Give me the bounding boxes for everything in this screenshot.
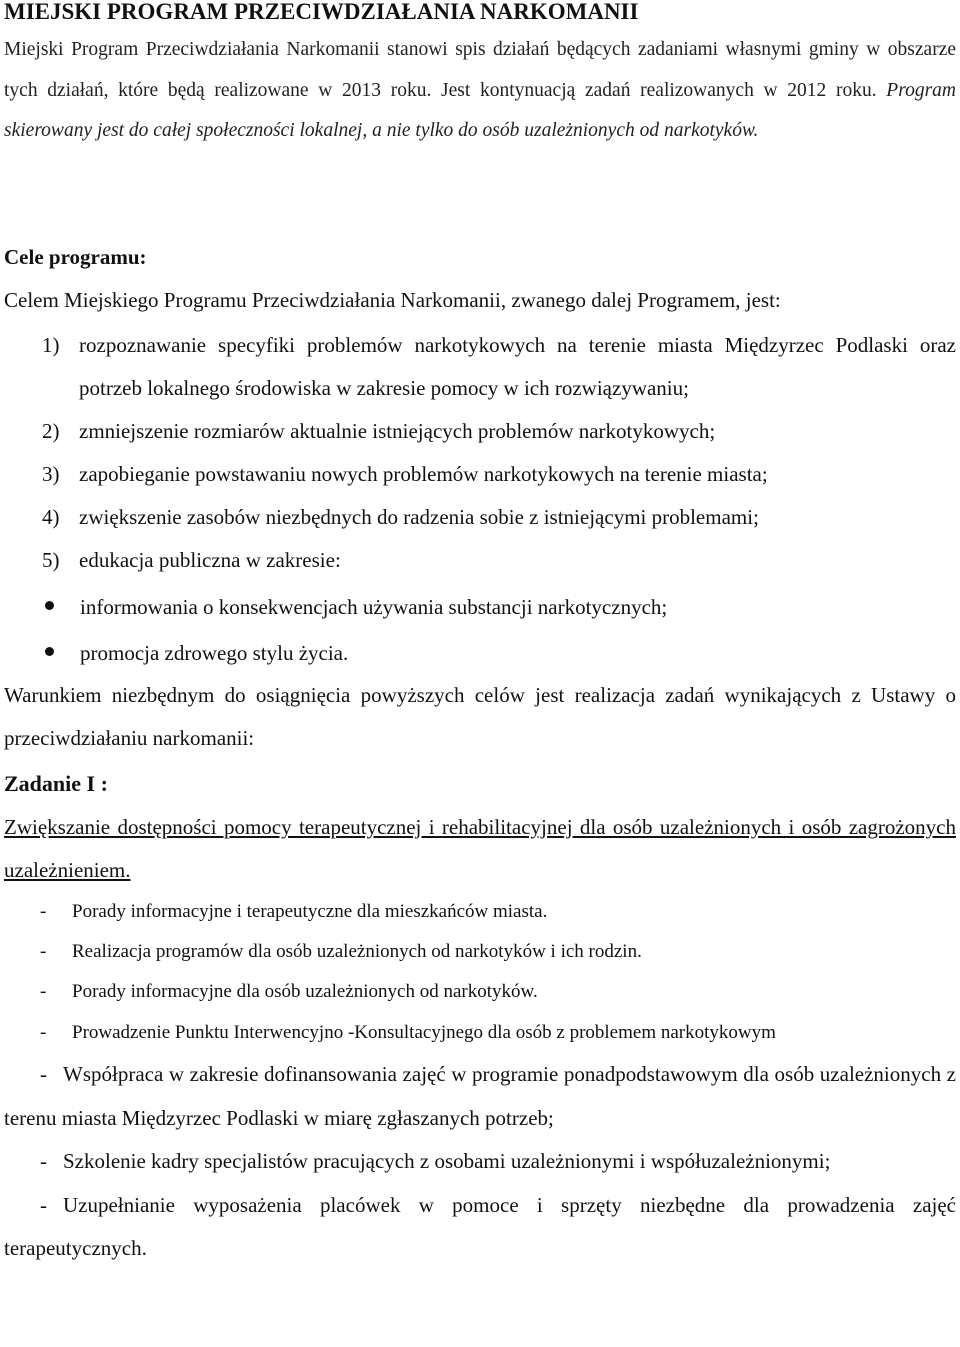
goal-number: 2) (42, 419, 60, 443)
task-heading: Zadanie I : (4, 771, 108, 796)
goal-number: 5) (42, 548, 60, 572)
bullet-icon (45, 647, 54, 656)
task-list (4, 892, 956, 1271)
task-text: Współpraca w zakresie dofinansowania zajęć w programie ponadpodstawowym dla osób uzależnionych z terenu miasta Międzyrzec Podlaski w miarę zgłaszanych potrzeb; (4, 1062, 956, 1130)
condition-paragraph: Warunkiem niezbędnym do osiągnięcia powyższych celów jest realizacja zadań wynikających z Ustawy o przeciwdziałaniu narkomanii: (4, 683, 956, 750)
goal-item (4, 496, 956, 539)
task-text: Realizacja programów dla osób uzależnionych od narkotyków i ich rodzin. (72, 941, 642, 962)
dash-marker: - (40, 901, 47, 922)
goals-lead: Celem Miejskiego Programu Przeciwdziałania Narkomanii, zwanego dalej Programem, jest: (4, 288, 781, 312)
intro-italic-text: Program skierowany jest do całej społeczności lokalnej, a nie tylko do osób uzależnionych od narkotyków. (4, 79, 956, 141)
dash-marker: - (40, 1192, 47, 1217)
goal-item (4, 453, 956, 496)
dash-marker: - (40, 941, 47, 962)
task-text: Szkolenie kadry specjalistów pracujących z osobami uzależnionymi i współuzależnionymi; (63, 1149, 831, 1173)
dash-marker: - (40, 1022, 47, 1043)
task-item (4, 972, 956, 1012)
task-item (4, 932, 956, 972)
task-text: Porady informacyjne dla osób uzależnionych od narkotyków. (72, 981, 538, 1002)
goal-item (4, 410, 956, 453)
task-item (4, 1184, 956, 1271)
bullet-text: informowania o konsekwencjach używania substancji narkotycznych; (80, 595, 668, 619)
dash-marker: - (40, 981, 47, 1002)
goals-list (4, 324, 956, 676)
task-item (4, 1012, 956, 1053)
goal-number: 3) (42, 462, 60, 486)
goal-text: rozpoznawanie specyfiki problemów narkotykowych na terenie miasta Międzyrzec Podlaski oraz potrzeb lokalnego środowiska w zakresie pomocy w ich rozwiązywaniu; (79, 333, 956, 400)
goal-number: 4) (42, 505, 60, 529)
goal-item (4, 324, 956, 410)
goal-text: zwiększenie zasobów niezbędnych do radzenia sobie z istniejącymi problemami; (79, 505, 759, 529)
document-title: MIEJSKI PROGRAM PRZECIWDZIAŁANIA NARKOMANII (4, 0, 639, 24)
bullet-item (4, 584, 956, 630)
goal-number: 1) (42, 333, 60, 357)
dash-marker: - (40, 1062, 47, 1086)
goal-item (4, 539, 956, 676)
task-item (4, 892, 956, 932)
task-text: Uzupełnianie wyposażenia placówek w pomoce i sprzęty niezbędne dla prowadzenia zajęć terapeutycznych. (4, 1192, 956, 1260)
task-text: Porady informacyjne i terapeutyczne dla mieszkańców miasta. (72, 901, 548, 922)
task-text: Prowadzenie Punktu Interwencyjno -Konsultacyjnego dla osób z problemem narkotykowym (72, 1022, 776, 1043)
bullet-text: promocja zdrowego stylu życia. (80, 641, 349, 665)
education-bullets (4, 582, 956, 676)
goal-text: edukacja publiczna w zakresie: (79, 548, 341, 572)
dash-marker: - (40, 1149, 47, 1173)
bullet-item (4, 630, 956, 676)
goal-text: zmniejszenie rozmiarów aktualnie istniejących problemów narkotykowych; (79, 419, 716, 443)
bullet-icon (45, 601, 54, 610)
intro-text: Miejski Program Przeciwdziałania Narkomanii stanowi spis działań będących zadaniami własnymi gminy w obszarze tych działań, które będą realizowane w 2013 roku. Jest kontynuacją zadań realizowanych w 2012 roku. (4, 39, 956, 101)
goals-heading: Cele programu: (4, 245, 147, 269)
intro-paragraph (4, 30, 956, 152)
task-item (4, 1053, 956, 1140)
task-title: Zwiększanie dostępności pomocy terapeutycznej i rehabilitacyjnej dla osób uzależnionych i osób zagrożonych uzależnieniem. (4, 815, 956, 882)
task-item (4, 1140, 956, 1184)
goal-text: zapobieganie powstawaniu nowych problemów narkotykowych na terenie miasta; (79, 462, 768, 486)
